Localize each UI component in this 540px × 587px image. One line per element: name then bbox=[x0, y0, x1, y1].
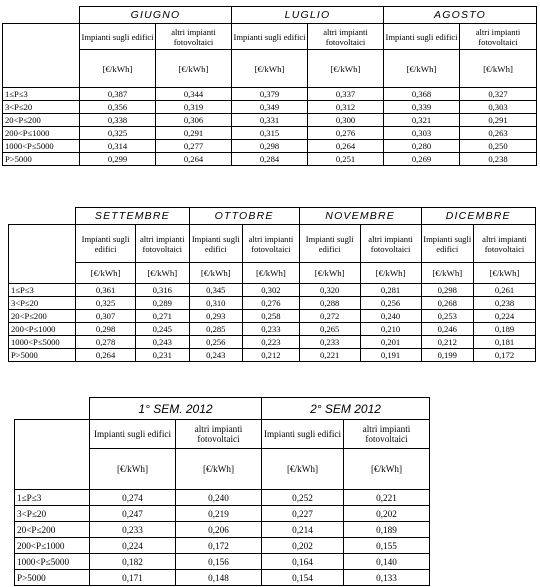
tariff-value: 0,276 bbox=[243, 297, 300, 310]
unit-label: [€/kWh] bbox=[76, 263, 136, 284]
table-row bbox=[15, 522, 430, 538]
tariff-value: 0,278 bbox=[76, 336, 136, 349]
tariff-value: 0,379 bbox=[232, 88, 308, 101]
tariff-value: 0,233 bbox=[243, 323, 300, 336]
tariff-value: 0,285 bbox=[189, 323, 243, 336]
tariff-value: 0,189 bbox=[474, 323, 536, 336]
power-range-label: 1≤P≤3 bbox=[3, 88, 80, 101]
tariff-value: 0,356 bbox=[80, 101, 156, 114]
unit-label: [€/kWh] bbox=[262, 449, 344, 490]
tariff-value: 0,312 bbox=[308, 101, 384, 114]
tariff-value: 0,368 bbox=[384, 88, 460, 101]
tariff-value: 0,261 bbox=[474, 284, 536, 297]
tariff-value: 0,219 bbox=[176, 506, 262, 522]
table-row bbox=[3, 114, 537, 127]
unit-label: [€/kWh] bbox=[136, 263, 190, 284]
table-row bbox=[3, 140, 537, 153]
tariff-value: 0,155 bbox=[344, 538, 430, 554]
column-header: altri impianti fotovoltaici bbox=[474, 225, 536, 263]
tariff-value: 0,264 bbox=[76, 349, 136, 362]
table-row bbox=[9, 323, 536, 336]
table-row bbox=[15, 554, 430, 570]
tariff-value: 0,302 bbox=[243, 284, 300, 297]
power-range-label: 20<P≤200 bbox=[9, 310, 76, 323]
tariff-value: 0,233 bbox=[299, 336, 360, 349]
tariff-value: 0,243 bbox=[136, 336, 190, 349]
table-row bbox=[3, 101, 537, 114]
tariff-value: 0,387 bbox=[80, 88, 156, 101]
table-row bbox=[3, 153, 537, 166]
tariff-table-sep-dec bbox=[8, 207, 536, 362]
unit-label: [€/kWh] bbox=[80, 50, 156, 88]
tariff-table-semesters-2012 bbox=[14, 397, 430, 586]
table-row bbox=[3, 88, 537, 101]
tariff-value: 0,164 bbox=[262, 554, 344, 570]
table-row bbox=[9, 349, 536, 362]
unit-label: [€/kWh] bbox=[360, 263, 421, 284]
tariff-value: 0,349 bbox=[232, 101, 308, 114]
table-row bbox=[15, 506, 430, 522]
tariff-value: 0,253 bbox=[421, 310, 473, 323]
table-row bbox=[9, 297, 536, 310]
month-header: OTTOBRE bbox=[189, 208, 299, 225]
unit-label: [€/kWh] bbox=[156, 50, 232, 88]
column-header: Impianti sugli edifici bbox=[232, 24, 308, 50]
tariff-value: 0,140 bbox=[344, 554, 430, 570]
tariff-value: 0,263 bbox=[460, 127, 537, 140]
column-header: altri impianti fotovoltaici bbox=[308, 24, 384, 50]
tariff-value: 0,256 bbox=[189, 336, 243, 349]
table-row bbox=[15, 570, 430, 586]
tariff-value: 0,321 bbox=[384, 114, 460, 127]
month-header: NOVEMBRE bbox=[299, 208, 421, 225]
tariff-value: 0,276 bbox=[308, 127, 384, 140]
tariff-value: 0,291 bbox=[460, 114, 537, 127]
tariff-value: 0,245 bbox=[136, 323, 190, 336]
tariff-value: 0,331 bbox=[232, 114, 308, 127]
column-header: altri impianti fotovoltaici bbox=[176, 420, 262, 449]
table-row bbox=[9, 336, 536, 349]
tariff-value: 0,281 bbox=[360, 284, 421, 297]
tariff-value: 0,320 bbox=[299, 284, 360, 297]
unit-label: [€/kWh] bbox=[344, 449, 430, 490]
tariff-value: 0,344 bbox=[156, 88, 232, 101]
tariff-value: 0,298 bbox=[232, 140, 308, 153]
column-header: altri impianti fotovoltaici bbox=[360, 225, 421, 263]
tariff-value: 0,288 bbox=[299, 297, 360, 310]
unit-label: [€/kWh] bbox=[176, 449, 262, 490]
tariff-value: 0,201 bbox=[360, 336, 421, 349]
tariff-value: 0,265 bbox=[299, 323, 360, 336]
unit-label: [€/kWh] bbox=[243, 263, 300, 284]
power-range-label: 3<P≤20 bbox=[15, 506, 90, 522]
power-range-label: 3<P≤20 bbox=[9, 297, 76, 310]
tariff-value: 0,271 bbox=[136, 310, 190, 323]
tariff-value: 0,307 bbox=[76, 310, 136, 323]
unit-label: [€/kWh] bbox=[384, 50, 460, 88]
unit-label: [€/kWh] bbox=[232, 50, 308, 88]
column-header: Impianti sugli edifici bbox=[262, 420, 344, 449]
tariff-value: 0,191 bbox=[360, 349, 421, 362]
tariff-value: 0,240 bbox=[360, 310, 421, 323]
tariff-value: 0,300 bbox=[308, 114, 384, 127]
tariff-value: 0,303 bbox=[460, 101, 537, 114]
tariff-value: 0,133 bbox=[344, 570, 430, 586]
tariff-value: 0,171 bbox=[90, 570, 176, 586]
tariff-value: 0,315 bbox=[232, 127, 308, 140]
tariff-value: 0,221 bbox=[299, 349, 360, 362]
row-label-header bbox=[9, 225, 76, 284]
month-header: LUGLIO bbox=[232, 7, 384, 24]
semester-header: 2° SEM 2012 bbox=[262, 398, 430, 420]
unit-label: [€/kWh] bbox=[90, 449, 176, 490]
column-header: altri impianti fotovoltaici bbox=[344, 420, 430, 449]
power-range-label: 1000<P≤5000 bbox=[15, 554, 90, 570]
tariff-value: 0,246 bbox=[421, 323, 473, 336]
tariff-value: 0,277 bbox=[156, 140, 232, 153]
power-range-label: 1≤P≤3 bbox=[9, 284, 76, 297]
row-label-header bbox=[15, 420, 90, 490]
tariff-value: 0,202 bbox=[262, 538, 344, 554]
unit-label: [€/kWh] bbox=[421, 263, 473, 284]
tariff-value: 0,172 bbox=[474, 349, 536, 362]
tariff-value: 0,269 bbox=[384, 153, 460, 166]
column-header: Impianti sugli edifici bbox=[90, 420, 176, 449]
corner-cell bbox=[15, 398, 90, 420]
column-header: altri impianti fotovoltaici bbox=[136, 225, 190, 263]
tariff-value: 0,280 bbox=[384, 140, 460, 153]
tariff-value: 0,264 bbox=[156, 153, 232, 166]
tariff-value: 0,327 bbox=[460, 88, 537, 101]
tariff-value: 0,231 bbox=[136, 349, 190, 362]
power-range-label: P>5000 bbox=[3, 153, 80, 166]
tariff-value: 0,210 bbox=[360, 323, 421, 336]
column-header: altri impianti fotovoltaici bbox=[156, 24, 232, 50]
tariff-value: 0,299 bbox=[80, 153, 156, 166]
tariff-value: 0,154 bbox=[262, 570, 344, 586]
tariff-value: 0,243 bbox=[189, 349, 243, 362]
tariff-value: 0,272 bbox=[299, 310, 360, 323]
tariff-value: 0,214 bbox=[262, 522, 344, 538]
table-row bbox=[9, 310, 536, 323]
tariff-value: 0,256 bbox=[360, 297, 421, 310]
tariff-value: 0,258 bbox=[243, 310, 300, 323]
tariff-value: 0,224 bbox=[474, 310, 536, 323]
tariff-value: 0,202 bbox=[344, 506, 430, 522]
tariff-value: 0,274 bbox=[90, 490, 176, 506]
semester-header: 1° SEM. 2012 bbox=[90, 398, 262, 420]
tariff-value: 0,306 bbox=[156, 114, 232, 127]
tariff-value: 0,221 bbox=[344, 490, 430, 506]
tariff-value: 0,291 bbox=[156, 127, 232, 140]
tariff-value: 0,319 bbox=[156, 101, 232, 114]
row-label-header bbox=[3, 24, 80, 88]
corner-cell bbox=[9, 208, 76, 225]
column-header: Impianti sugli edifici bbox=[299, 225, 360, 263]
table-row bbox=[3, 127, 537, 140]
tariff-value: 0,199 bbox=[421, 349, 473, 362]
tariff-value: 0,298 bbox=[76, 323, 136, 336]
tariff-value: 0,238 bbox=[474, 297, 536, 310]
tariff-value: 0,361 bbox=[76, 284, 136, 297]
power-range-label: 200<P≤1000 bbox=[9, 323, 76, 336]
power-range-label: P>5000 bbox=[9, 349, 76, 362]
tariff-value: 0,293 bbox=[189, 310, 243, 323]
tariff-value: 0,238 bbox=[460, 153, 537, 166]
month-header: DICEMBRE bbox=[421, 208, 535, 225]
unit-label: [€/kWh] bbox=[299, 263, 360, 284]
table-row bbox=[15, 490, 430, 506]
tariff-value: 0,172 bbox=[176, 538, 262, 554]
tariff-table-jun-aug bbox=[2, 6, 537, 166]
tariff-value: 0,224 bbox=[90, 538, 176, 554]
tariff-value: 0,189 bbox=[344, 522, 430, 538]
tariff-value: 0,310 bbox=[189, 297, 243, 310]
tariff-value: 0,289 bbox=[136, 297, 190, 310]
column-header: Impianti sugli edifici bbox=[80, 24, 156, 50]
tariff-value: 0,325 bbox=[80, 127, 156, 140]
column-header: altri impianti fotovoltaici bbox=[243, 225, 300, 263]
tariff-value: 0,252 bbox=[262, 490, 344, 506]
tariff-value: 0,233 bbox=[90, 522, 176, 538]
tariff-value: 0,298 bbox=[421, 284, 473, 297]
tariff-value: 0,223 bbox=[243, 336, 300, 349]
tariff-value: 0,247 bbox=[90, 506, 176, 522]
column-header: Impianti sugli edifici bbox=[189, 225, 243, 263]
power-range-label: 1000<P≤5000 bbox=[9, 336, 76, 349]
tariff-value: 0,148 bbox=[176, 570, 262, 586]
power-range-label: 200<P≤1000 bbox=[3, 127, 80, 140]
power-range-label: 1≤P≤3 bbox=[15, 490, 90, 506]
unit-label: [€/kWh] bbox=[308, 50, 384, 88]
tariff-value: 0,338 bbox=[80, 114, 156, 127]
tariff-value: 0,339 bbox=[384, 101, 460, 114]
tariff-value: 0,250 bbox=[460, 140, 537, 153]
tariff-value: 0,227 bbox=[262, 506, 344, 522]
column-header: Impianti sugli edifici bbox=[384, 24, 460, 50]
tariff-value: 0,303 bbox=[384, 127, 460, 140]
power-range-label: P>5000 bbox=[15, 570, 90, 586]
month-header: GIUGNO bbox=[80, 7, 232, 24]
power-range-label: 20<P≤200 bbox=[3, 114, 80, 127]
tariff-value: 0,325 bbox=[76, 297, 136, 310]
tariff-value: 0,156 bbox=[176, 554, 262, 570]
power-range-label: 20<P≤200 bbox=[15, 522, 90, 538]
column-header: Impianti sugli edifici bbox=[421, 225, 473, 263]
column-header: altri impianti fotovoltaici bbox=[460, 24, 537, 50]
column-header: Impianti sugli edifici bbox=[76, 225, 136, 263]
tariff-value: 0,212 bbox=[243, 349, 300, 362]
power-range-label: 3<P≤20 bbox=[3, 101, 80, 114]
month-header: SETTEMBRE bbox=[76, 208, 189, 225]
tariff-value: 0,240 bbox=[176, 490, 262, 506]
tariff-value: 0,316 bbox=[136, 284, 190, 297]
tariff-value: 0,284 bbox=[232, 153, 308, 166]
tariff-value: 0,345 bbox=[189, 284, 243, 297]
tariff-value: 0,212 bbox=[421, 336, 473, 349]
table-row bbox=[9, 284, 536, 297]
unit-label: [€/kWh] bbox=[460, 50, 537, 88]
tariff-value: 0,251 bbox=[308, 153, 384, 166]
tariff-value: 0,182 bbox=[90, 554, 176, 570]
tariff-value: 0,264 bbox=[308, 140, 384, 153]
tariff-value: 0,181 bbox=[474, 336, 536, 349]
tariff-value: 0,268 bbox=[421, 297, 473, 310]
unit-label: [€/kWh] bbox=[189, 263, 243, 284]
power-range-label: 1000<P≤5000 bbox=[3, 140, 80, 153]
tariff-value: 0,314 bbox=[80, 140, 156, 153]
tariff-value: 0,206 bbox=[176, 522, 262, 538]
corner-cell bbox=[3, 7, 80, 24]
month-header: AGOSTO bbox=[384, 7, 537, 24]
tariff-value: 0,337 bbox=[308, 88, 384, 101]
table-row bbox=[15, 538, 430, 554]
power-range-label: 200<P≤1000 bbox=[15, 538, 90, 554]
unit-label: [€/kWh] bbox=[474, 263, 536, 284]
